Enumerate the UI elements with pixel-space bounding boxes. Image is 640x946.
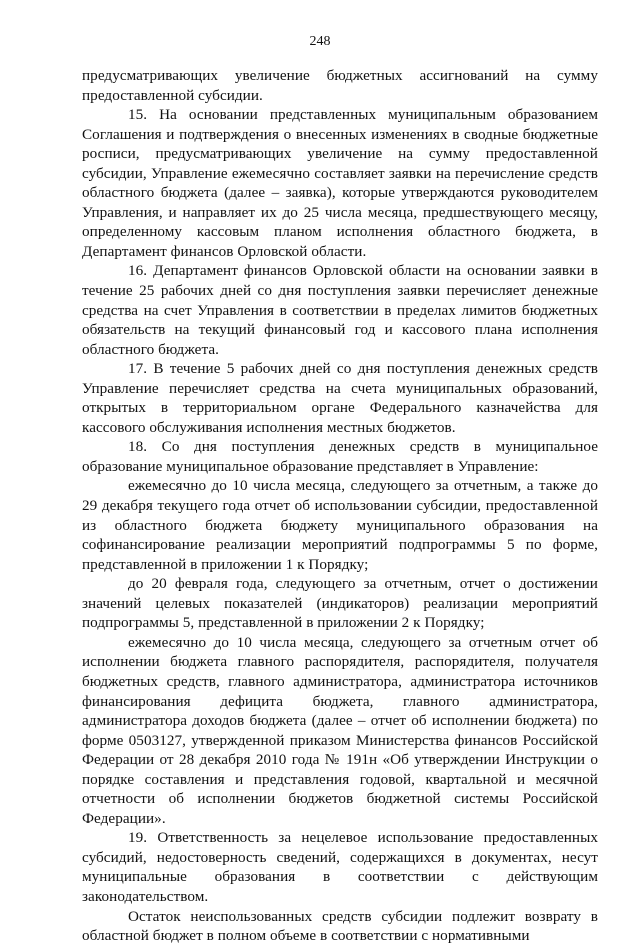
paragraph-budget-execution-report: ежемесячно до 10 числа месяца, следующего за отчетным отчет об исполнении бюджета главного распорядителя, распорядителя, получателя бюджетных средств, главного администратора, администратора источников финансирования дефицита бюджета, главного администратора, администратора доходов бюджета (далее – отчет об исполнении бюджета) по форме 0503127, утвержденной приказом Министерства финансов Российской Федерации от 28 декабря 2010 года № 191н «Об утверждении Инструкции о порядке составления и представления годовой, квартальной и месячной отчетности об исполнении бюджетов бюджетной системы Российской Федерации».	[82, 633, 598, 827]
paragraph-clause-16: 16. Департамент финансов Орловской области на основании заявки в течение 25 рабочих дней со дня поступления заявки перечисляет денежные средства на счет Управления в соответствии в пределах лимитов бюджетных обязательств на текущий финансовый год и кассового плана исполнения областного бюджета.	[82, 262, 598, 358]
document-body	[82, 66, 598, 946]
paragraph-continuation: предусматривающих увеличение бюджетных ассигнований на сумму предоставленной субсидии.	[82, 67, 598, 104]
paragraph-annual-indicators-report: до 20 февраля года, следующего за отчетным, отчет о достижении значений целевых показателей (индикаторов) реализации мероприятий подпрограммы 5, представленной в приложении 2 к Порядку;	[82, 575, 598, 632]
paragraph-clause-17: 17. В течение 5 рабочих дней со дня поступления денежных средств Управление перечисляет средства на счета муниципальных образований, открытых в территориальном органе Федерального казначейства для кассового обслуживания исполнения местных бюджетов.	[82, 360, 598, 436]
paragraph-unused-balance: Остаток неиспользованных средств субсидии подлежит возврату в областной бюджет в полном объеме в соответствии с нормативными	[82, 907, 598, 945]
paragraph-clause-18: 18. Со дня поступления денежных средств в муниципальное образование муниципальное образование представляет в Управление:	[82, 438, 598, 475]
paragraph-clause-15: 15. На основании представленных муниципальным образованием Соглашения и подтверждения о внесенных изменениях в сводные бюджетные росписи, предусматривающих увеличение на сумму предоставленной субсидии, Управление ежемесячно составляет заявки на перечисление средств областного бюджета (далее – заявка), которые утверждаются руководителем Управления, и направляет их до 25 числа месяца, предшествующего месяцу, определенному кассовым планом исполнения областного бюджета, в Департамент финансов Орловской области.	[82, 106, 598, 260]
paragraph-monthly-report: ежемесячно до 10 числа месяца, следующего за отчетным, а также до 29 декабря текущего года отчет об использовании субсидии, предоставленной из областного бюджета бюджету муниципального образования на софинансирование реализации мероприятий подпрограммы 5 по форме, представленной в приложении 1 к Порядку;	[82, 477, 598, 573]
paragraph-clause-19: 19. Ответственность за нецелевое использование предоставленных субсидий, недостоверность сведений, содержащихся в документах, несут муниципальные образования в соответствии с действующим законодательством.	[82, 829, 598, 905]
page-number: 248	[309, 34, 331, 49]
